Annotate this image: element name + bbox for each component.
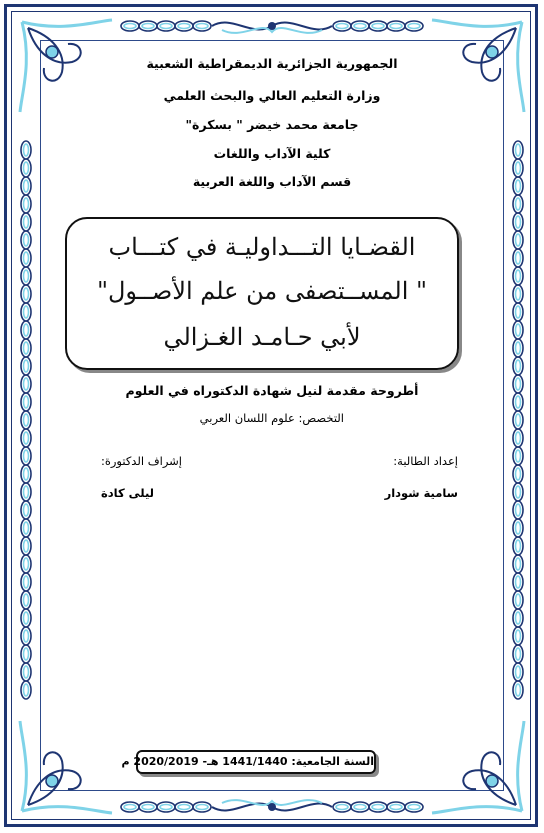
university-heading: جامعة محمد خيضر " بسكرة": [185, 117, 359, 132]
specialization-value: علوم اللسان العربي: [199, 411, 295, 425]
specialization-line: [200, 411, 344, 425]
republic-heading: الجمهورية الجزائرية الديمقراطية الشعبية: [146, 56, 398, 71]
supervisor-label: إشراف الدكتورة:: [100, 454, 182, 468]
title-line-2: " المســتصفى من علم الأصــول": [96, 277, 428, 305]
specialization-label: التخصص:: [298, 411, 344, 425]
title-line-3: لأبي حـامـد الغـزالي: [163, 323, 361, 351]
thesis-title-box: [65, 217, 459, 370]
faculty-heading: كلية الآداب واللغات: [213, 146, 331, 161]
ministry-heading: وزارة التعليم العالي والبحث العلمي: [163, 88, 381, 103]
academic-year-box: السنة الجامعية: 1441/1440 هـ- 2020/2019 م: [136, 750, 376, 774]
student-name: سامية شودار: [384, 486, 458, 500]
department-heading: قسم الآداب واللغة العربية: [192, 174, 352, 189]
supervisor-name: ليلى كادة: [100, 486, 154, 500]
student-label: إعداد الطالبة:: [393, 454, 458, 468]
title-line-1: القضـايا التـــداوليـة في كتـــاب: [108, 233, 416, 261]
thesis-statement: أطروحة مقدمة لنيل شهادة الدكتوراه في العلوم: [125, 383, 419, 398]
